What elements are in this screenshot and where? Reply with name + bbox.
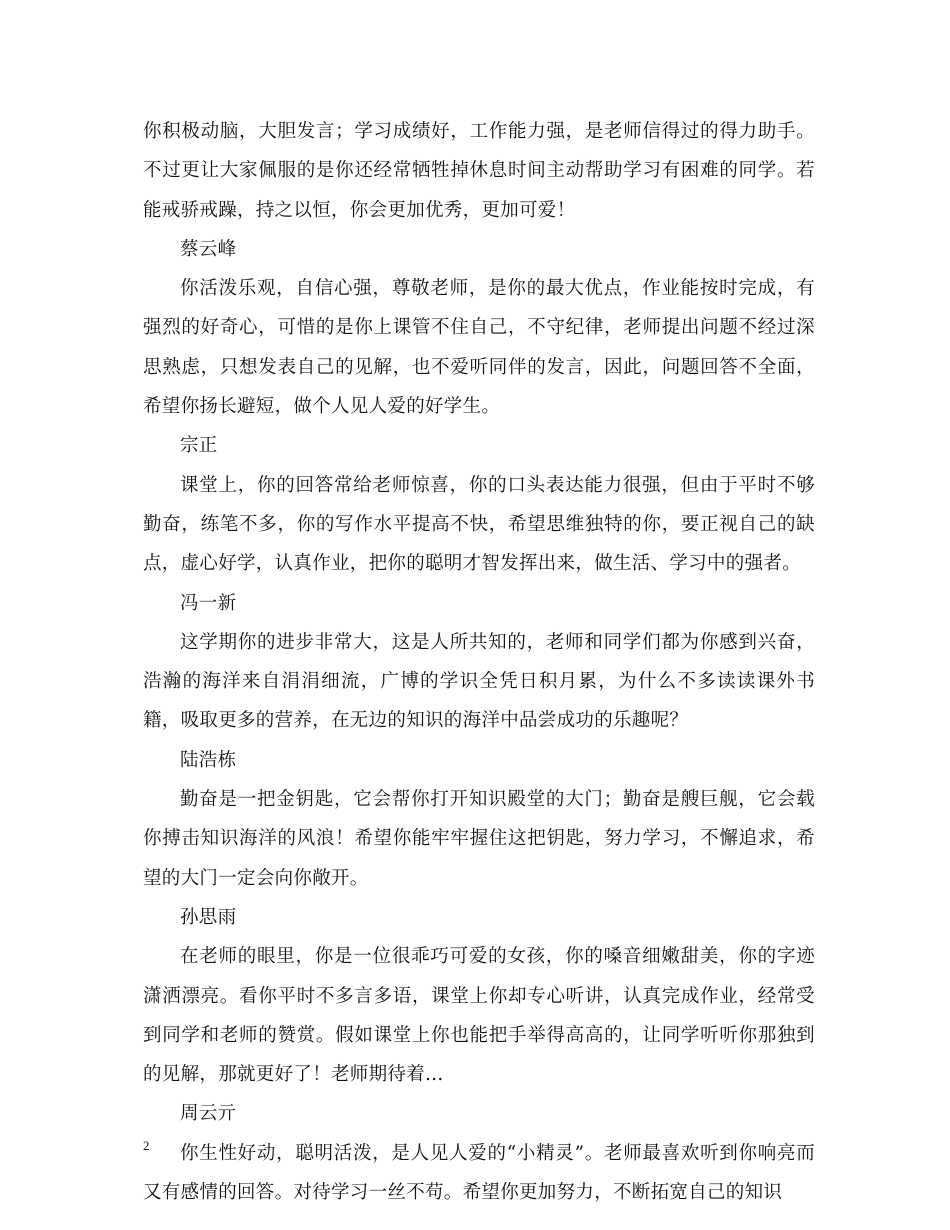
student-name: 宗正 [180, 435, 218, 457]
student-name: 蔡云峰 [180, 238, 237, 260]
student-name: 冯一新 [180, 592, 237, 614]
student-name: 周云亓 [180, 1103, 237, 1125]
comment-paragraph: 在老师的眼里，你是一位很乖巧可爱的女孩，你的嗓音细嫩甜美，你的字迹潇洒漂亮。看你平时不多言多语，课堂上你却专心听讲，认真完成作业，经常受到同学和老师的赞赏。假如课堂上你也能把手举得高高的，让同学听听你那独到的见解，那就更好了！老师期待着... [143, 946, 815, 1086]
comment-paragraph: 你活泼乐观，自信心强，尊敬老师，是你的最大优点，作业能按时完成，有强烈的好奇心，可惜的是你上课管不住自己，不守纪律，老师提出问题不经过深思熟虑，只想发表自己的见解，也不爱听同伴的发言，因此，问题回答不全面，希望你扬长避短，做个人见人爱的好学生。 [143, 278, 815, 418]
student-name: 陆浩栋 [180, 749, 237, 771]
comment-paragraph: 这学期你的进步非常大，这是人所共知的，老师和同学们都为你感到兴奋，浩瀚的海洋来自涓涓细流，广博的学识全凭日积月累，为什么不多读读课外书籍，吸取更多的营养，在无边的知识的海洋中品尝成功的乐趣呢？ [143, 631, 815, 732]
comment-paragraph: 课堂上，你的回答常给老师惊喜，你的口头表达能力很强，但由于平时不够勤奋，练笔不多，你的写作水平提高不快，希望思维独特的你，要正视自己的缺点，虚心好学，认真作业，把你的聪明才智发挥出来，做生活、学习中的强者。 [143, 474, 815, 575]
comment-paragraph: 你积极动脑，大胆发言；学习成绩好，工作能力强，是老师信得过的得力助手。不过更让大家佩服的是你还经常牺牲掉休息时间主动帮助学习有困难的同学。若能戒骄戒躁，持之以恒，你会更加优秀，更加可爱！ [143, 121, 815, 221]
document-body [143, 112, 815, 1212]
comment-paragraph: 你生性好动，聪明活泼，是人见人爱的“小精灵”。老师最喜欢听到你响亮而又有感情的回答。对待学习一丝不苟。希望你更加努力，不断拓宽自己的知识 [143, 1142, 815, 1204]
student-name: 孙思雨 [180, 906, 237, 928]
comment-paragraph: 勤奋是一把金钥匙，它会帮你打开知识殿堂的大门；勤奋是艘巨舰，它会载你搏击知识海洋的风浪！希望你能牢牢握住这把钥匙，努力学习，不懈追求，希望的大门一定会向你敞开。 [143, 789, 815, 889]
page-number: 2 [143, 1138, 150, 1153]
